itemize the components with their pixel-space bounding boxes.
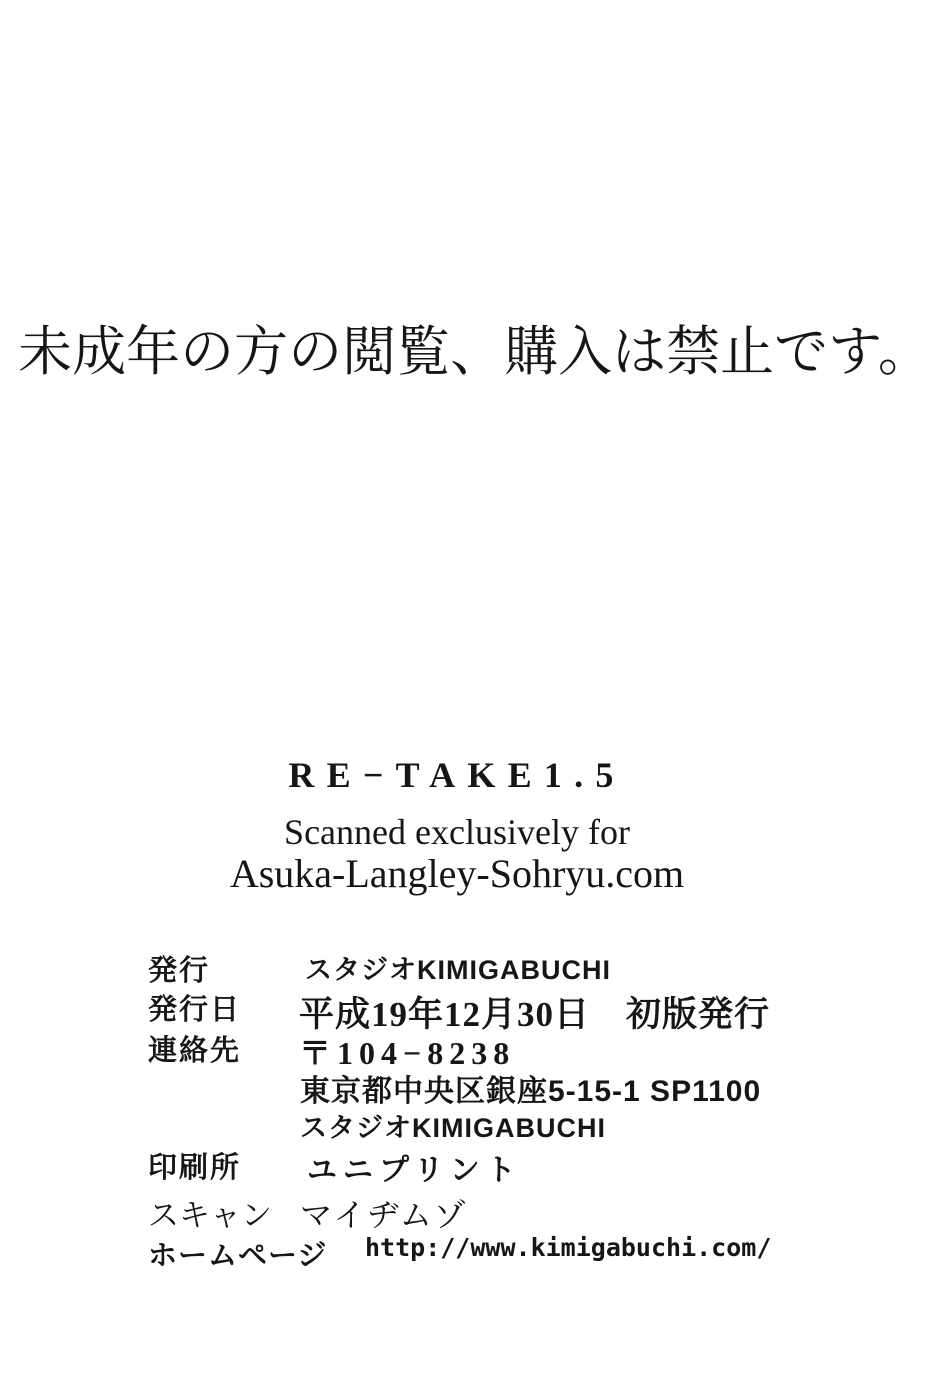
publication-date-value: 平成19年12月30日 初版発行 — [299, 995, 771, 1034]
title-block — [0, 754, 914, 896]
studio-name-value: スタジオKIMIGABUCHI — [300, 1113, 606, 1143]
printer-value: ユニプリント — [307, 1154, 522, 1187]
contact-label: 連絡先 — [148, 1035, 242, 1067]
homepage-url: http://www.kimigabuchi.com/ — [365, 1233, 772, 1262]
scan-credit-site: Asuka-Langley-Sohryu.com — [229, 851, 685, 896]
colophon-credits — [148, 946, 868, 1286]
address-value: 東京都中央区銀座5-15-1 SP1100 — [300, 1075, 762, 1108]
scanner-value: マイヂムゾ — [300, 1197, 468, 1233]
postal-code-value: 〒104−8238 — [299, 1035, 516, 1071]
age-restriction-warning: 未成年の方の閲覧、購入は禁止です。 — [18, 322, 932, 382]
homepage-label: ホームページ — [148, 1240, 328, 1272]
scanner-label: スキャン — [148, 1198, 272, 1233]
scan-credit-line-1: Scanned exclusively for — [284, 812, 630, 852]
printer-label: 印刷所 — [148, 1152, 242, 1184]
publisher-label: 発行 — [148, 955, 211, 987]
book-title: RE−TAKE1.5 — [288, 755, 626, 795]
publication-date-label: 発行日 — [148, 994, 242, 1026]
publisher-value: スタジオKIMIGABUCHI — [305, 955, 611, 985]
